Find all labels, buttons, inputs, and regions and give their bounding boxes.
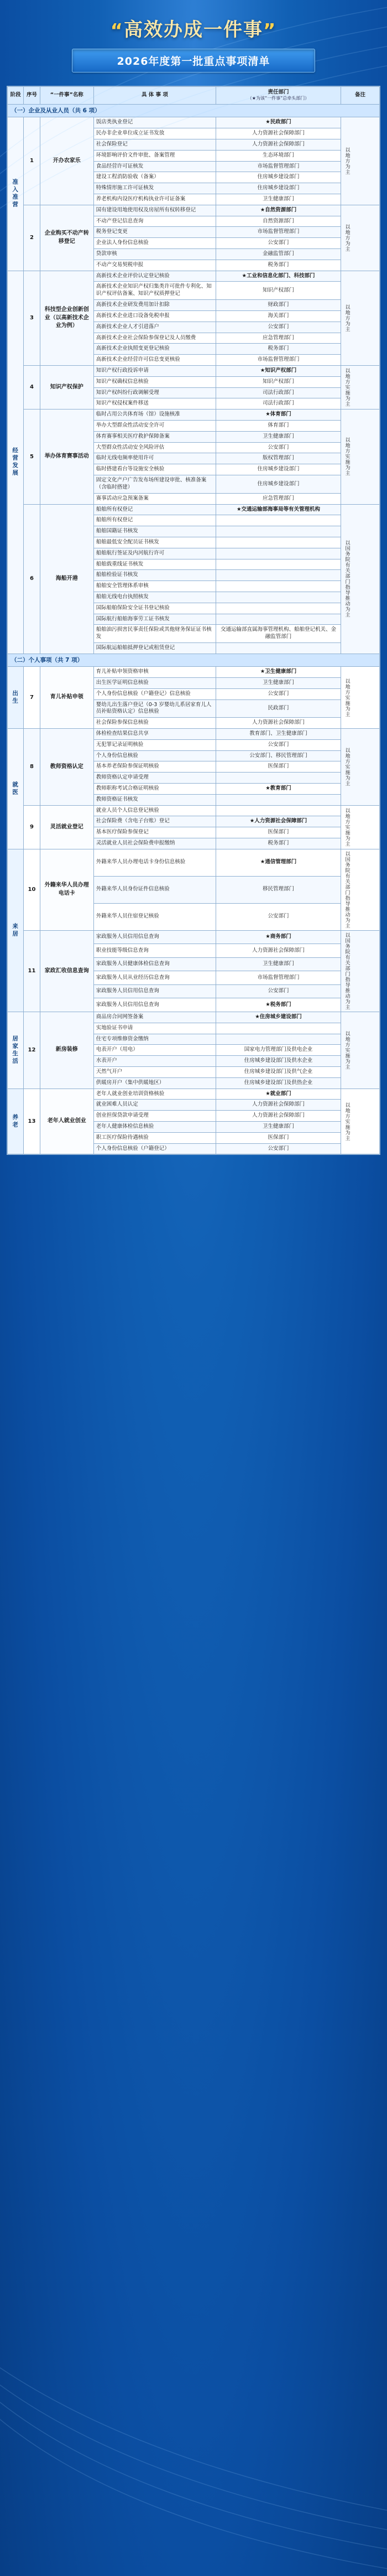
remark-cell (341, 728, 379, 805)
col-responsible-dept: 责任部门 （★为该“一件事”总牵头部门） (216, 86, 341, 105)
index-cell: 13 (24, 1089, 40, 1154)
responsible-dept-cell: 移民管理部门 (216, 876, 341, 903)
specific-item-cell: 国际航行船舶海事劳工证书核发 (93, 614, 216, 625)
responsible-dept-cell: 税务部门 (216, 344, 341, 355)
page-title (0, 14, 387, 42)
responsible-dept-cell: 市场监督管理部门 (216, 227, 341, 238)
index-cell: 4 (24, 365, 40, 409)
remark-label: 以地方实施为主 (344, 368, 350, 407)
specific-item-cell: 固定文化产户广告发布场所建设审批、核准备案（含临时搭建） (93, 475, 216, 494)
responsible-dept-cell (216, 581, 341, 592)
specific-item-cell: 临时无线电频率使用许可 (93, 453, 216, 464)
responsible-dept-cell: 医保部门 (216, 827, 341, 838)
remark-cell (341, 805, 379, 849)
responsible-dept-cell (216, 614, 341, 625)
col-remark: 备注 (341, 86, 379, 105)
responsible-dept-cell: ★卫生健康部门 (216, 667, 341, 678)
responsible-dept-cell: 民政部门 (216, 699, 341, 718)
matter-name-label: 新房装修 (55, 1046, 78, 1053)
stage-cell (8, 1012, 24, 1089)
specific-item-cell: 知识产权纠纷行政调解受理 (93, 387, 216, 398)
responsible-dept-cell: 人力资源社会保障部门 (216, 944, 341, 958)
quote-open: “ (110, 19, 124, 42)
responsible-dept-cell: ★知识产权部门 (216, 365, 341, 376)
specific-item-cell: 就业人员个人信息登记核验 (93, 805, 216, 816)
responsible-dept-cell (216, 773, 341, 784)
responsible-dept-cell (216, 548, 341, 559)
remark-label: 以国务院有关部门指导推动为主 (344, 851, 350, 929)
specific-item-cell: 不动产登记信息查询 (93, 216, 216, 227)
responsible-dept-cell: 住房城乡建设部门 (216, 183, 341, 194)
section-header-row (8, 105, 380, 117)
remark-label: 以地方实施为主 (344, 1030, 350, 1070)
responsible-dept-cell (216, 794, 341, 805)
responsible-dept-cell: ★体育部门 (216, 410, 341, 421)
specific-item-cell: 家政服务人员信用信息查询 (93, 930, 216, 944)
responsible-dept-cell: ★工业和信息化部门、科技部门 (216, 271, 341, 282)
matter-name-label: 家政汇收信息查询 (44, 967, 89, 974)
remark-cell (341, 205, 379, 271)
remark-cell (341, 504, 379, 654)
col-index: 序号 (24, 86, 40, 105)
remark-cell (341, 930, 379, 1012)
index-cell: 8 (24, 728, 40, 805)
table-row (8, 930, 380, 944)
remark-cell (341, 849, 379, 930)
specific-item-cell: 天然气开户 (93, 1066, 216, 1077)
table-row (8, 849, 380, 876)
responsible-dept-cell: 知识产权部门 (216, 376, 341, 387)
stage-cell (8, 667, 24, 729)
matter-name-label: 灵活就业登记 (50, 823, 83, 830)
specific-item-cell: 就业困难人员认定 (93, 1100, 216, 1111)
responsible-dept-cell: 教育部门、卫生健康部门 (216, 728, 341, 739)
matter-name-cell (40, 365, 93, 409)
table-row (8, 365, 380, 376)
responsible-dept-cell (216, 1034, 341, 1045)
responsible-dept-cell: 医保部门 (216, 761, 341, 773)
matter-name-cell (40, 728, 93, 805)
specific-item-cell: 职业技能等级信息查询 (93, 944, 216, 958)
specific-item-cell: 无犯罪记录证明核验 (93, 739, 216, 750)
matter-name-cell (40, 205, 93, 271)
specific-item-cell: 环境影响评价文件审批、备案管理 (93, 150, 216, 161)
page-header (0, 0, 387, 78)
matter-name-label: 举办体育赛事活动 (44, 453, 89, 460)
matter-name-cell (40, 667, 93, 729)
responsible-dept-cell: 体育部门 (216, 421, 341, 432)
responsible-dept-cell: 交通运输部直属海事管理机构、船舶登记机关、金融监管部门 (216, 625, 341, 643)
matter-name-label: 科技型企业创新创业（以高新技术企业为例） (44, 307, 89, 329)
responsible-dept-cell: 住房城乡建设部门 (216, 172, 341, 183)
responsible-dept-cell (216, 559, 341, 570)
specific-item-cell: 外籍来华人员住宿登记核验 (93, 903, 216, 930)
remark-label: 以地方为主 (344, 224, 350, 252)
specific-item-cell: 家政服务人员信用信息查询 (93, 998, 216, 1012)
table-body (8, 105, 380, 1154)
section-title: （二）个人事项（共 7 项） (8, 654, 380, 666)
specific-item-cell: 老年人健康体检信息核验 (93, 1122, 216, 1133)
remark-label: 以地方实施为主 (344, 1102, 350, 1141)
responsible-dept-cell: 市场监督管理部门 (216, 161, 341, 172)
specific-item-cell: 民办非企业单位成立证书发放 (93, 128, 216, 139)
responsible-dept-cell: 金融监管部门 (216, 249, 341, 260)
remark-label: 以地方为主 (344, 304, 350, 332)
specific-item-cell: 船舶安全管理体系审核 (93, 581, 216, 592)
specific-item-cell: 家政服务人员健康体检信息查询 (93, 957, 216, 971)
responsible-dept-cell: 海关部门 (216, 310, 341, 322)
responsible-dept-cell: 市场监督管理部门 (216, 355, 341, 366)
responsible-dept-cell: 住房城乡建设部门 (216, 464, 341, 475)
responsible-dept-cell: ★教育部门 (216, 784, 341, 795)
matter-name-cell (40, 117, 93, 205)
specific-item-cell: 船舶航行签证及内河航行许可 (93, 548, 216, 559)
responsible-dept-cell: 自然资源部门 (216, 216, 341, 227)
responsible-dept-cell (216, 643, 341, 654)
page-subtitle: 2026年度第一批重点事项清单 (72, 49, 315, 72)
matter-name-label: 企业购买不动产转移登记 (44, 230, 89, 245)
index-cell: 1 (24, 117, 40, 205)
specific-item-cell: 船舶检验证书核发 (93, 570, 216, 581)
responsible-dept-cell: ★自然资源部门 (216, 205, 341, 216)
responsible-dept-cell: 公安部门 (216, 984, 341, 998)
specific-item-cell: 赛事活动应急预案备案 (93, 493, 216, 504)
specific-item-cell: 船舶无线电台执照核发 (93, 592, 216, 603)
specific-item-cell: 企业法人身份信息核验 (93, 238, 216, 249)
col-matter-name: “一件事”名称 (40, 86, 93, 105)
specific-item-cell: 建设工程消防验收（备案） (93, 172, 216, 183)
specific-item-cell: 临时搭建看台等设施安全核验 (93, 464, 216, 475)
remark-label: 以国务院有关部门指导推动为主 (344, 540, 350, 618)
responsible-dept-cell: 人力资源社会保障部门 (216, 1100, 341, 1111)
specific-item-cell: 食品经营许可证核发 (93, 161, 216, 172)
index-cell: 12 (24, 1012, 40, 1089)
section-title: （一）企业及从业人员（共 6 项） (8, 105, 380, 117)
responsible-dept-cell: 应急管理部门 (216, 493, 341, 504)
specific-item-cell: 电表开户（用电） (93, 1045, 216, 1056)
table-row (8, 271, 380, 282)
stage-label: 经营发展 (12, 447, 19, 478)
responsible-dept-cell: 公安部门 (216, 238, 341, 249)
specific-item-cell: 创业担保贷款申请受理 (93, 1111, 216, 1122)
specific-item-cell: 船舶国籍证书核发 (93, 526, 216, 537)
specific-item-cell: 育儿补贴申领资格审核 (93, 667, 216, 678)
matter-name-cell (40, 271, 93, 365)
specific-item-cell: 高新技术企业人才引进落户 (93, 322, 216, 333)
specific-item-cell: 贷款审核 (93, 249, 216, 260)
matter-name-label: 开办农家乐 (53, 157, 81, 164)
stage-cell (8, 271, 24, 654)
responsible-dept-cell: 公安部门 (216, 688, 341, 699)
specific-item-cell: 出生医学证明信息核验 (93, 677, 216, 688)
stage-label: 来居 (12, 922, 19, 938)
specific-item-cell: 体育赛事相关医疗救护保障备案 (93, 431, 216, 442)
specific-item-cell: 水表开户 (93, 1056, 216, 1067)
specific-item-cell: 国际船舶保险安全证书登记核验 (93, 603, 216, 614)
col-stage: 阶段 (8, 86, 24, 105)
remark-label: 以地方实施为主 (344, 437, 350, 476)
responsible-dept-cell: 人力资源社会保障部门 (216, 128, 341, 139)
specific-item-cell: 教师资格认定申请受理 (93, 773, 216, 784)
specific-item-cell: 社会保险登记 (93, 139, 216, 150)
responsible-dept-cell: 住房城乡建设部门及供气企业 (216, 1066, 341, 1077)
responsible-dept-cell: ★税务部门 (216, 998, 341, 1012)
specific-item-cell: 船舶最低安全配员证书核发 (93, 537, 216, 548)
remark-cell (341, 1089, 379, 1154)
table-row (8, 1012, 380, 1023)
stage-cell (8, 117, 24, 271)
specific-item-cell: 职工医疗保险待遇核验 (93, 1132, 216, 1143)
responsible-dept-cell: 住房城乡建设部门及供水企业 (216, 1056, 341, 1067)
responsible-dept-cell: 卫生健康部门 (216, 677, 341, 688)
specific-item-cell: 教师资格证书核发 (93, 794, 216, 805)
responsible-dept-cell: 税务部门 (216, 260, 341, 271)
responsible-dept-cell: 人力资源社会保障部门 (216, 139, 341, 150)
responsible-dept-cell (216, 570, 341, 581)
index-cell: 11 (24, 930, 40, 1012)
stage-label: 就医 (12, 781, 19, 796)
responsible-dept-cell: 公安部门 (216, 739, 341, 750)
specific-item-cell: 养老机构内设医疗机构执业许可证备案 (93, 194, 216, 205)
responsible-dept-cell: ★商务部门 (216, 930, 341, 944)
table-row (8, 117, 380, 128)
specific-item-cell: 知识产权行政投诉申请 (93, 365, 216, 376)
remark-cell (341, 410, 379, 504)
specific-item-cell: 教师职称考试合格证明核验 (93, 784, 216, 795)
matter-name-label: 老年人就业创业 (47, 1118, 86, 1124)
specific-item-cell: 高新技术企业研发费用加计扣除 (93, 300, 216, 311)
responsible-dept-cell: ★交通运输部海事局等有关管理机构 (216, 504, 341, 515)
matter-name-label: 外籍来华人员办理电话卡 (44, 882, 89, 896)
index-cell: 3 (24, 271, 40, 365)
specific-item-cell: 国有建设用地使用权及房屋所有权转移登记 (93, 205, 216, 216)
responsible-dept-cell: 人力资源社会保障部门 (216, 1111, 341, 1122)
specific-item-cell: 饭店类执业登记 (93, 117, 216, 128)
matter-name-cell (40, 1089, 93, 1154)
responsible-dept-cell (216, 515, 341, 526)
table-row (8, 728, 380, 739)
remark-label: 以地方实施为主 (344, 678, 350, 717)
responsible-dept-cell: 公安部门 (216, 442, 341, 453)
index-cell: 2 (24, 205, 40, 271)
index-cell: 9 (24, 805, 40, 849)
responsible-dept-cell: 公安部门 (216, 903, 341, 930)
specific-item-cell: 家政服务人员信用信息查询 (93, 984, 216, 998)
specific-item-cell: 举办大型群众性活动安全许可 (93, 421, 216, 432)
index-cell: 10 (24, 849, 40, 930)
specific-item-cell: 高新技术企业知识产权归集类许可批件专利化、知识产权评估备案、知识产权质押登记 (93, 282, 216, 300)
responsible-dept-cell: 司法行政部门 (216, 398, 341, 410)
remark-label: 以地方为主 (344, 147, 350, 175)
responsible-dept-cell: 人力资源社会保障部门 (216, 718, 341, 729)
responsible-dept-cell: ★人力资源社会保障部门 (216, 816, 341, 827)
specific-item-cell: 家政服务人员从业经历信息查询 (93, 971, 216, 985)
stage-label: 准入准营 (12, 179, 19, 209)
table-head (8, 86, 380, 105)
responsible-dept-cell: 财政部门 (216, 300, 341, 311)
matter-name-cell (40, 805, 93, 849)
responsible-dept-cell: 税务部门 (216, 838, 341, 849)
responsible-dept-cell: ★通信管理部门 (216, 849, 341, 876)
responsible-dept-cell (216, 592, 341, 603)
remark-cell (341, 117, 379, 205)
responsible-dept-cell (216, 603, 341, 614)
col-specific-items: 具 体 事 项 (93, 86, 216, 105)
specific-item-cell: 灵活就业人员社会保险费申报缴纳 (93, 838, 216, 849)
responsible-dept-cell: 医保部门 (216, 1132, 341, 1143)
responsible-dept-cell: 住房城乡建设部门及供热企业 (216, 1077, 341, 1089)
table-row (8, 410, 380, 421)
table-row (8, 205, 380, 216)
specific-item-cell: 国际航运船舶抵押登记或租赁登记 (93, 643, 216, 654)
index-cell: 6 (24, 504, 40, 654)
matter-name-label: 海船开港 (55, 575, 78, 582)
specific-item-cell: 个人身份信息核验 (93, 750, 216, 761)
responsible-dept-cell: 应急管理部门 (216, 333, 341, 344)
responsible-dept-cell: 公安部门、移民管理部门 (216, 750, 341, 761)
responsible-dept-cell: 司法行政部门 (216, 387, 341, 398)
stage-cell (8, 1089, 24, 1154)
stage-label: 出生 (12, 690, 19, 706)
responsible-dept-cell: 住房城乡建设部门 (216, 475, 341, 494)
responsible-dept-cell: 版权管理部门 (216, 453, 341, 464)
table-row (8, 805, 380, 816)
table-row (8, 1089, 380, 1100)
specific-item-cell: 高新技术企业执照变更登记核验 (93, 344, 216, 355)
specific-item-cell: 高新技术企业经营许可信息变更核验 (93, 355, 216, 366)
checklist-table-wrapper (7, 86, 380, 1155)
responsible-dept-cell (216, 526, 341, 537)
matter-name-cell (40, 410, 93, 504)
matter-name-cell (40, 504, 93, 654)
quote-close: ” (263, 19, 277, 42)
responsible-dept-cell: ★民政部门 (216, 117, 341, 128)
matter-name-label: 知识产权保护 (50, 383, 83, 390)
specific-item-cell: 社会保险参保信息核验 (93, 718, 216, 729)
specific-item-cell: 商品房合同网签备案 (93, 1012, 216, 1023)
responsible-dept-cell: 卫生健康部门 (216, 194, 341, 205)
responsible-dept-cell: ★住房城乡建设部门 (216, 1012, 341, 1023)
specific-item-cell: 船舶载重线证书核发 (93, 559, 216, 570)
specific-item-cell: 知识产权确权信息核验 (93, 376, 216, 387)
specific-item-cell: 高新技术企业进口设备免税申报 (93, 310, 216, 322)
remark-cell (341, 365, 379, 409)
responsible-dept-cell: 卫生健康部门 (216, 1122, 341, 1133)
table-row (8, 504, 380, 515)
responsible-dept-cell: ★就业部门 (216, 1089, 341, 1100)
responsible-dept-cell (216, 1023, 341, 1034)
specific-item-cell: 基本养老保险参保证明核验 (93, 761, 216, 773)
stage-label: 居家生活 (12, 1035, 19, 1065)
specific-item-cell: 个人身份信息核验（户籍登记） (93, 1143, 216, 1154)
remark-cell (341, 667, 379, 729)
table-row (8, 667, 380, 678)
remark-cell (341, 1012, 379, 1089)
specific-item-cell: 体检检查结果信息共享 (93, 728, 216, 739)
matter-name-label: 教师资格认定 (50, 763, 83, 770)
responsible-dept-cell: 卫生健康部门 (216, 957, 341, 971)
remark-label: 以地方实施为主 (344, 747, 350, 786)
checklist-table (7, 86, 380, 1155)
specific-item-cell: 外籍来华人员办理电话卡身份信息核验 (93, 849, 216, 876)
specific-item-cell: 外籍来华人员身份证件信息核验 (93, 876, 216, 903)
col-responsible-dept-note: （★为该“一件事”总牵头部门） (247, 96, 310, 101)
specific-item-cell: 知识产权侵权案件移送 (93, 398, 216, 410)
remark-label: 以国务院有关部门指导推动为主 (344, 932, 350, 1010)
responsible-dept-cell (216, 537, 341, 548)
specific-item-cell: 高新技术企业评价认定登记核验 (93, 271, 216, 282)
responsible-dept-cell: 卫生健康部门 (216, 431, 341, 442)
matter-name-label: 育儿补贴申领 (50, 694, 83, 701)
specific-item-cell: 供暖房开户（集中供暖地区） (93, 1077, 216, 1089)
specific-item-cell: 临时占用公共体育场（馆）设施核准 (93, 410, 216, 421)
responsible-dept-cell: 生态环境部门 (216, 150, 341, 161)
remark-label: 以地方实施为主 (344, 807, 350, 847)
page-title-text: 高效办成一件事 (124, 19, 263, 41)
specific-item-cell: 船舶所有权登记 (93, 515, 216, 526)
section-header-row (8, 654, 380, 666)
specific-item-cell: 税务登记变更 (93, 227, 216, 238)
specific-item-cell: 高新技术企业社会保险参保登记及人员缴费 (93, 333, 216, 344)
specific-item-cell: 船舶油污损害民事责任保险或其他财务保证证书核发 (93, 625, 216, 643)
responsible-dept-cell: 公安部门 (216, 322, 341, 333)
remark-cell (341, 271, 379, 365)
specific-item-cell: 大型群众性活动安全风险评估 (93, 442, 216, 453)
matter-name-cell (40, 930, 93, 1012)
responsible-dept-cell: 国家电力管理部门及供电企业 (216, 1045, 341, 1056)
stage-cell (8, 728, 24, 849)
responsible-dept-cell (216, 805, 341, 816)
specific-item-cell: 老年人就业创业培训资格核验 (93, 1089, 216, 1100)
specific-item-cell: 社会保险费（含电子台账）登记 (93, 816, 216, 827)
responsible-dept-cell: 公安部门 (216, 1143, 341, 1154)
specific-item-cell: 个人身份信息核验（户籍登记）信息核验 (93, 688, 216, 699)
specific-item-cell: 实地验证书申请 (93, 1023, 216, 1034)
specific-item-cell: 特殊情形施工许可证核发 (93, 183, 216, 194)
decorative-swoosh-bottom (0, 2355, 387, 2576)
stage-cell (8, 849, 24, 1012)
index-cell: 5 (24, 410, 40, 504)
specific-item-cell: 船舶所有权登记 (93, 504, 216, 515)
responsible-dept-cell: 市场监督管理部门 (216, 971, 341, 985)
responsible-dept-cell: 知识产权部门 (216, 282, 341, 300)
table-header-row (8, 86, 380, 105)
matter-name-cell (40, 1012, 93, 1089)
stage-label: 养老 (12, 1114, 19, 1129)
specific-item-cell: 不动产交易契税申报 (93, 260, 216, 271)
specific-item-cell: 基本医疗保险参保登记 (93, 827, 216, 838)
specific-item-cell: 住宅专项维修资金缴纳 (93, 1034, 216, 1045)
index-cell: 7 (24, 667, 40, 729)
matter-name-cell (40, 849, 93, 930)
specific-item-cell: 婴幼儿出生落户登记（0-3 岁婴幼儿系居家育儿人员补贴资格认定）信息核验 (93, 699, 216, 718)
